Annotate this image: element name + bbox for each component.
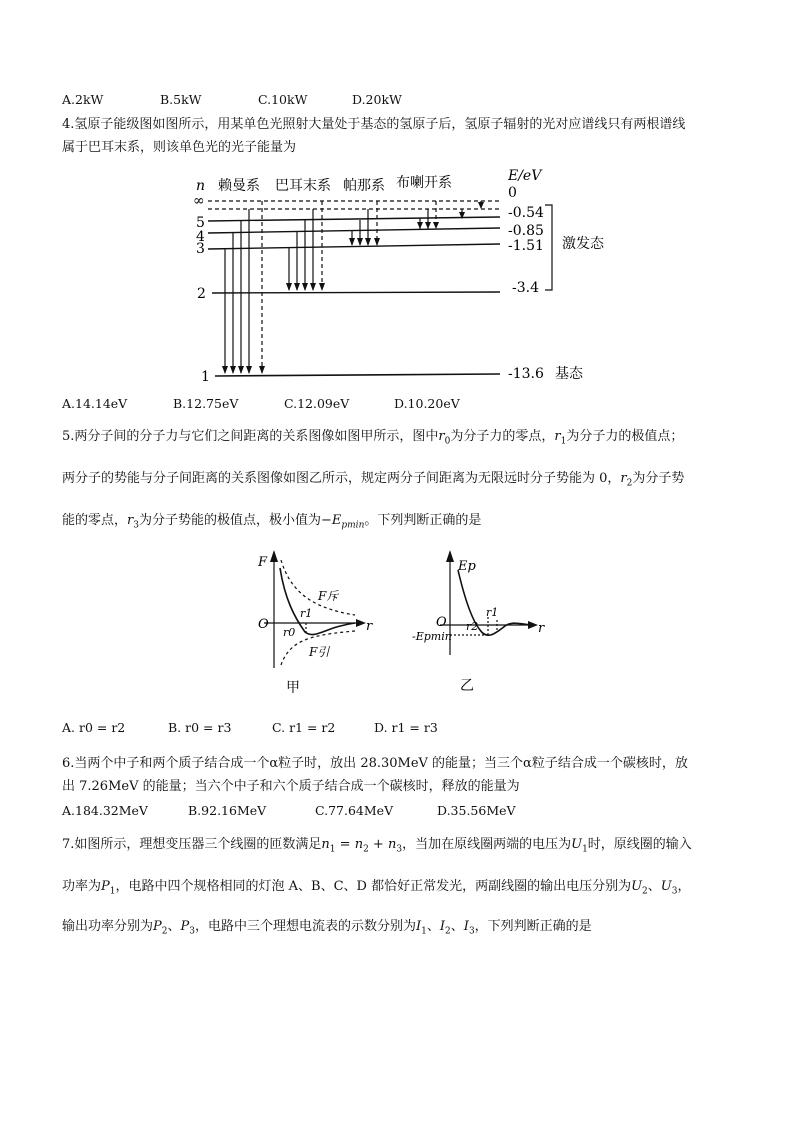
energy-0: 0 [508,185,517,201]
q7-stem-line1: 7.如图所示，理想变压器三个线圈的匝数满足$n_1 = n_2 + n_3$，当加在原线圈两端的电压为$U_1$时，原线圈的输入 [62,837,692,855]
series-balmer: 巴耳末系 [275,178,331,194]
q6-option-b: B.92.16MeV [188,803,267,818]
force-r-axis-label: r [366,619,373,634]
attractive-force-label: F引 [309,645,330,659]
q5-option-d: D. r1 = r3 [374,720,438,735]
energy-axis-label: E/eV [508,168,542,184]
q4-stem-line1: 4.氢原子能级图如图所示，用某单色光照射大量处于基态的氢原子后，氢原子辐射的光对应谱线只有两根谱线 [62,117,686,132]
q5-option-b: B. r0 = r3 [168,720,232,735]
n4-label: 4 [196,229,205,245]
figure-a-caption: 甲 [286,680,300,696]
force-r0-label: r0 [283,626,296,639]
n3-label: 3 [196,241,205,257]
series-paschen: 帕那系 [343,178,385,194]
potential-r2-label: r2 [466,620,479,633]
potential-origin-label: O [436,615,447,630]
q4-option-d: D.10.20eV [394,396,460,411]
force-r1-label: r1 [300,607,313,620]
n1-label: 1 [201,369,210,385]
potential-min-label: -Epmin [412,630,452,643]
q5-option-c: C. r1 = r2 [272,720,336,735]
q3-option-c: C.10kW [258,92,308,107]
q4-stem-line2: 属于巴耳末系，则该单色光的光子能量为 [62,140,297,155]
energy-n5: -0.54 [508,205,544,221]
q6-option-d: D.35.56MeV [437,803,516,818]
q3-option-a: A.2kW [62,92,104,107]
n-label: n [196,178,206,194]
q5-stem-line1: 5.两分子间的分子力与它们之间距离的关系图像如图甲所示，图中$r_0$为分子力的零点，$r_1$为分子力的极值点； [62,429,684,447]
potential-r1-label: r1 [486,606,499,619]
n5-label: 5 [196,215,205,231]
potential-axis-label: Ep [458,559,476,574]
force-axis-label: F [258,555,268,570]
potential-r-axis-label: r [538,621,545,636]
energy-n3: -1.51 [508,238,544,254]
q6-stem-line1: 6.当两个中子和两个质子结合成一个α粒子时，放出 28.30MeV 的能量；当三个α粒子结合成一个碳核时，放 [62,756,688,771]
infinity-label: ∞ [193,193,205,209]
q6-stem-line2: 出 7.26MeV 的能量；当六个中子和六个质子结合成一个碳核时，释放的能量为 [62,779,520,794]
series-brackett: 布喇开系 [396,175,452,191]
energy-n2: -3.4 [512,280,539,296]
repulsive-force-label: F斥 [318,589,339,603]
series-lyman: 赖曼系 [218,178,260,194]
q3-option-d: D.20kW [352,92,402,107]
q5-stem-line2: 两分子的势能与分子间距离的关系图像如图乙所示，规定两分子间距离为无限远时分子势能为 0，$r_2$为分子势 [62,471,685,489]
energy-n1: -13.6 [508,366,544,382]
n2-label: 2 [197,286,206,302]
q7-stem-line3: 输出功率分别为$P_2$、$P_3$，电路中三个理想电流表的示数分别为$I_1$、$I_2$、$I_3$，下列判断正确的是 [62,919,592,937]
q5-stem-line3: 能的零点，$r_3$为分子势能的极值点，极小值为$-E_{pmin}$。下列判断正确的是 [62,513,482,531]
q4-option-c: C.12.09eV [284,396,350,411]
q7-stem-line2: 功率为$P_1$，电路中四个规格相同的灯泡 A、B、C、D 都恰好正常发光，两副线圈的输出电压分别为$U_2$、$U_3$， [62,879,691,897]
energy-n4: -0.85 [508,223,544,239]
force-origin-label: O [258,617,269,632]
q6-option-a: A.184.32MeV [62,803,148,818]
q4-option-a: A.14.14eV [62,396,128,411]
q6-option-c: C.77.64MeV [315,803,394,818]
ground-state-label: 基态 [555,366,583,382]
excited-state-label: 激发态 [562,236,604,252]
q5-option-a: A. r0 = r2 [62,720,126,735]
q4-option-b: B.12.75eV [173,396,239,411]
figure-b-caption: 乙 [460,678,474,694]
q3-option-b: B.5kW [160,92,202,107]
